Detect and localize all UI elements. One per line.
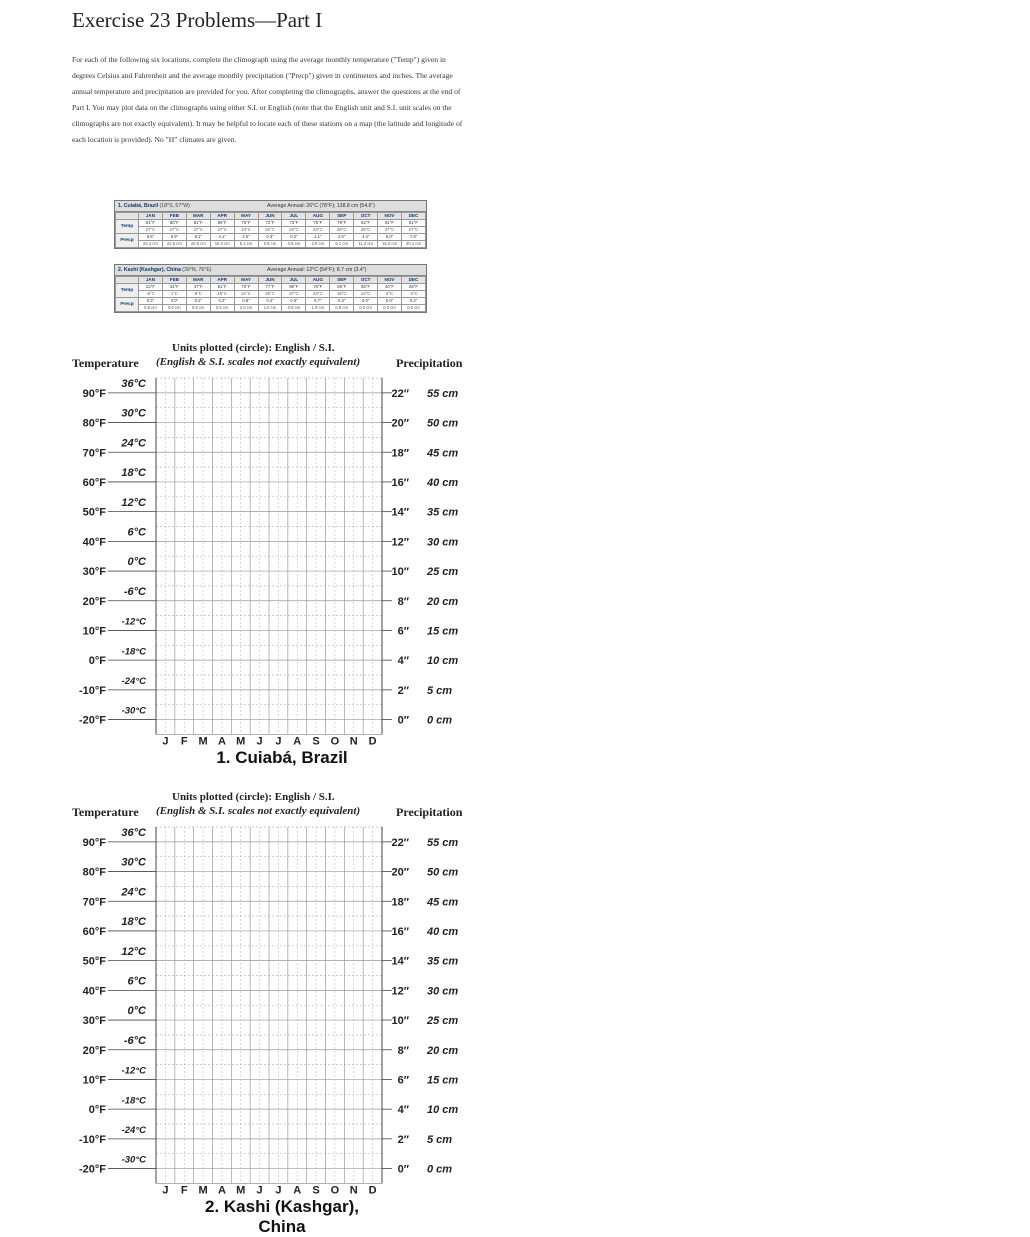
month-cell: NOV <box>378 277 402 284</box>
precp-value-english: 0.4″ <box>258 298 282 305</box>
temp-value-si: 24°C <box>306 291 330 298</box>
scale-note: (English & S.I. scales not exactly equivalent) <box>156 805 361 817</box>
precp-value-si: 1.8 cm <box>306 305 330 312</box>
temp-value-si: 27°C <box>210 227 234 234</box>
precp-row <box>116 298 426 305</box>
temp-value-english: 22°F <box>139 284 163 291</box>
month-letter: J <box>256 735 263 746</box>
celsius-tick-label: -6°C <box>123 585 146 598</box>
station-header <box>115 265 426 276</box>
station-coords: (39°N, 76°E) <box>182 267 212 273</box>
month-letter: J <box>275 735 282 746</box>
station-monthly-table <box>115 276 426 312</box>
fahrenheit-tick-label: -10°F <box>78 684 106 697</box>
fahrenheit-tick-label: 70°F <box>82 447 106 460</box>
month-letter: D <box>368 1184 377 1195</box>
precp-value-si: 24.4 cm <box>139 241 163 248</box>
precp-row-si <box>116 241 426 248</box>
fahrenheit-tick-label: 30°F <box>82 566 106 579</box>
precp-value-english: 0.3″ <box>282 298 306 305</box>
month-letter: A <box>293 1184 302 1195</box>
celsius-tick-label: 30°C <box>121 856 146 869</box>
temp-row-si <box>116 227 426 234</box>
temp-value-si: 16°C <box>210 291 234 298</box>
precp-value-english: 0.3″ <box>139 298 163 305</box>
cm-tick-label: 0 cm <box>427 714 453 727</box>
precp-value-si: 0.0 cm <box>378 305 402 312</box>
climograph[interactable] <box>72 342 482 772</box>
inch-tick-label: 4″ <box>397 655 409 668</box>
precp-row-label: Precp <box>116 298 139 312</box>
temp-value-si: 25°C <box>258 291 282 298</box>
intro-text: For each of the following six locations, complete the climograph using the average monthly temperature ("Temp") given in degrees Celsius and Fahrenheit and the average monthly precipitation ("Precp") given in centimeters and inches. The average annual temperature and precipitation are provided for you. After completing the climographs, answer the questions at the end of Part I. You may plot data on the climographs using either S.I. or English (note that the English unit and S.I. unit scales on the climographs are not exactly equivalent). It may be helpful to locate each of these stations on a map (the latitude and longitude of each location is provided). No "H" climates are given. <box>72 55 463 144</box>
fahrenheit-tick-label: 40°F <box>82 985 106 998</box>
precp-value-english: 8.9″ <box>162 234 186 241</box>
inch-tick-label: 8″ <box>397 1044 409 1057</box>
temp-value-si: 8°C <box>186 291 210 298</box>
temp-value-si: 23°C <box>282 227 306 234</box>
month-cell: FEB <box>162 277 186 284</box>
month-letter: O <box>330 735 340 746</box>
inch-tick-label: 2″ <box>397 684 409 697</box>
temp-value-si: 24°C <box>306 227 330 234</box>
station-coords: (18°S, 57°W) <box>159 203 190 209</box>
celsius-tick-label: -18°C <box>121 1095 146 1107</box>
fahrenheit-tick-label: -20°F <box>78 714 106 727</box>
precp-value-si: 20.1 cm <box>401 241 425 248</box>
precp-value-si: 0.5 cm <box>210 305 234 312</box>
cm-tick-label: 45 cm <box>427 447 459 460</box>
cm-tick-label: 25 cm <box>427 1015 459 1028</box>
fahrenheit-tick-label: 50°F <box>82 506 106 519</box>
month-letter: M <box>198 735 208 746</box>
month-cell: JUL <box>282 277 306 284</box>
inch-tick-label: 12″ <box>391 985 409 998</box>
precp-value-si: 0.0 cm <box>354 305 378 312</box>
cm-tick-label: 50 cm <box>427 866 459 879</box>
month-letter: A <box>217 735 226 746</box>
cm-tick-label: 15 cm <box>427 1074 459 1087</box>
temp-value-english: 40°F <box>378 284 402 291</box>
temp-value-english: 56°F <box>354 284 378 291</box>
fahrenheit-tick-label: 80°F <box>82 866 106 879</box>
inch-tick-label: 4″ <box>397 1104 409 1117</box>
month-letter: N <box>349 735 358 746</box>
climograph-grid[interactable] <box>72 791 482 1195</box>
celsius-tick-label: -30°C <box>121 1154 146 1166</box>
month-cell: AUG <box>306 213 330 220</box>
month-cell: AUG <box>306 277 330 284</box>
month-letter: O <box>330 1184 340 1195</box>
celsius-tick-label: 0°C <box>127 556 146 569</box>
fahrenheit-tick-label: 20°F <box>82 595 106 608</box>
inch-tick-label: 16″ <box>391 476 409 489</box>
cm-tick-label: 30 cm <box>427 536 459 549</box>
station-header <box>115 201 426 212</box>
precp-value-english: 0.2″ <box>210 298 234 305</box>
temp-value-english: 70°F <box>234 284 258 291</box>
temp-value-english: 81°F <box>139 220 163 227</box>
precp-row <box>116 234 426 241</box>
precp-value-english: 0.2″ <box>282 234 306 241</box>
temp-value-si: -3°C <box>401 291 425 298</box>
inch-tick-label: 6″ <box>397 625 409 638</box>
precp-value-si: 0.5 cm <box>186 305 210 312</box>
precp-row-label: Precp <box>116 234 139 248</box>
celsius-tick-label: 6°C <box>127 975 146 988</box>
month-cell: MAR <box>186 213 210 220</box>
precp-value-si: 1.0 cm <box>258 305 282 312</box>
temp-value-english: 73°F <box>282 220 306 227</box>
cm-tick-label: 20 cm <box>427 1044 459 1057</box>
station-data-table <box>114 264 427 313</box>
month-letter: M <box>236 1184 246 1195</box>
temp-value-si: 27°C <box>378 227 402 234</box>
fahrenheit-tick-label: 0°F <box>88 1104 106 1117</box>
inch-tick-label: 22″ <box>391 387 409 400</box>
temp-value-si: 15°C <box>330 291 354 298</box>
precp-value-si: 15.2 cm <box>378 241 402 248</box>
precp-value-si: 0.8 cm <box>330 305 354 312</box>
month-cell: APR <box>210 213 234 220</box>
precp-value-si: 5.1 cm <box>234 241 258 248</box>
precp-value-english: 0.2″ <box>401 298 425 305</box>
inch-tick-label: 18″ <box>391 447 409 460</box>
cm-tick-label: 25 cm <box>427 566 459 579</box>
month-cell: JUN <box>258 213 282 220</box>
cm-tick-label: 30 cm <box>427 985 459 998</box>
climograph-caption: 1. Cuiabá, Brazil <box>216 748 348 767</box>
precp-value-si: 0.8 cm <box>139 305 163 312</box>
scale-note: (English & S.I. scales not exactly equivalent) <box>156 356 361 368</box>
inch-tick-label: 12″ <box>391 536 409 549</box>
climograph-grid[interactable] <box>72 342 482 746</box>
fahrenheit-tick-label: 40°F <box>82 536 106 549</box>
inch-tick-label: 2″ <box>397 1133 409 1146</box>
fahrenheit-tick-label: -10°F <box>78 1133 106 1146</box>
month-cell: MAY <box>234 277 258 284</box>
celsius-tick-label: -24°C <box>121 1125 146 1136</box>
station-annual-average: Average Annual: 12°C (54°F); 8.7 cm (3.4″) <box>267 267 367 273</box>
celsius-tick-label: 6°C <box>127 526 146 539</box>
celsius-tick-label: 36°C <box>121 378 146 390</box>
precp-value-si: 0.5 cm <box>401 305 425 312</box>
fahrenheit-tick-label: 60°F <box>82 476 106 489</box>
month-cell: FEB <box>162 213 186 220</box>
celsius-tick-label: 12°C <box>121 945 146 958</box>
temp-value-si: -6°C <box>139 291 163 298</box>
precp-value-english: 2.0″ <box>234 234 258 241</box>
precp-value-si: 0.0 cm <box>162 305 186 312</box>
climograph-caption: 2. Kashi (Kashgar), China <box>205 1197 359 1236</box>
inch-tick-label: 8″ <box>397 595 409 608</box>
precp-value-si: 0.5 cm <box>282 241 306 248</box>
month-cell: DEC <box>401 277 425 284</box>
precp-value-si: 20.6 cm <box>186 241 210 248</box>
month-letter: A <box>217 1184 226 1195</box>
precp-value-english: 4.4″ <box>354 234 378 241</box>
month-letter: J <box>256 1184 263 1195</box>
temp-value-english: 59°F <box>330 284 354 291</box>
cm-tick-label: 35 cm <box>427 506 459 519</box>
temp-value-english: 77°F <box>258 284 282 291</box>
fahrenheit-tick-label: 20°F <box>82 1044 106 1057</box>
temperature-label: Temperature <box>72 356 139 370</box>
precp-value-english: 6.0″ <box>378 234 402 241</box>
fahrenheit-tick-label: 80°F <box>82 417 106 430</box>
precp-value-english: 0.8″ <box>234 298 258 305</box>
temp-value-si: 4°C <box>378 291 402 298</box>
month-letter: F <box>180 1184 188 1195</box>
cm-tick-label: 10 cm <box>427 655 459 668</box>
temp-row-label: Temp <box>116 220 139 234</box>
month-cell: APR <box>210 277 234 284</box>
station-annual-average: Average Annual: 26°C (78°F); 138.8 cm (54.6″) <box>267 203 375 209</box>
precp-value-english: 8.1″ <box>186 234 210 241</box>
fahrenheit-tick-label: 10°F <box>82 625 106 638</box>
station-name-text: 2. Kashi (Kashgar), China <box>118 267 183 273</box>
temp-value-si: 27°C <box>186 227 210 234</box>
temp-value-english: 79°F <box>330 220 354 227</box>
station-name <box>118 265 212 275</box>
month-cell: NOV <box>378 213 402 220</box>
month-header-row <box>116 277 426 284</box>
temp-value-english: 80°F <box>162 220 186 227</box>
month-cell: JUN <box>258 277 282 284</box>
month-cell: JAN <box>139 277 163 284</box>
precp-value-si: 2.8 cm <box>306 241 330 248</box>
fahrenheit-tick-label: 50°F <box>82 955 106 968</box>
celsius-tick-label: -30°C <box>121 705 146 717</box>
month-cell: MAR <box>186 277 210 284</box>
celsius-tick-label: -6°C <box>123 1034 146 1047</box>
cm-tick-label: 15 cm <box>427 625 459 638</box>
precp-value-english: 0.0″ <box>378 298 402 305</box>
cm-tick-label: 10 cm <box>427 1104 459 1117</box>
units-plotted-line: Units plotted (circle): English / S.I. <box>172 342 335 354</box>
inch-tick-label: 22″ <box>391 836 409 849</box>
month-letter: F <box>180 735 188 746</box>
temp-value-english: 26°F <box>401 284 425 291</box>
celsius-tick-label: -24°C <box>121 676 146 687</box>
inch-tick-label: 18″ <box>391 896 409 909</box>
temp-row <box>116 284 426 291</box>
precp-value-english: 4.1″ <box>210 234 234 241</box>
month-letter: D <box>368 735 377 746</box>
cm-tick-label: 20 cm <box>427 595 459 608</box>
station-name-text: 1. Cuiabá, Brazil <box>118 203 160 209</box>
temp-value-si: 27°C <box>162 227 186 234</box>
precp-value-si: 11.2 cm <box>354 241 378 248</box>
station-monthly-table <box>115 212 426 248</box>
inch-tick-label: 14″ <box>391 506 409 519</box>
page-title: Exercise 23 Problems—Part I <box>72 8 323 32</box>
fahrenheit-tick-label: -20°F <box>78 1163 106 1176</box>
month-cell: SEP <box>330 277 354 284</box>
celsius-tick-label: -12°C <box>121 616 146 628</box>
temp-value-english: 82°F <box>354 220 378 227</box>
inch-tick-label: 20″ <box>391 417 409 430</box>
month-letter: J <box>275 1184 282 1195</box>
precp-value-si: 10.4 cm <box>210 241 234 248</box>
month-letter: J <box>162 1184 169 1195</box>
fahrenheit-tick-label: 70°F <box>82 896 106 909</box>
temp-value-english: 75°F <box>306 220 330 227</box>
precp-value-si: 22.6 cm <box>162 241 186 248</box>
fahrenheit-tick-label: 60°F <box>82 925 106 938</box>
precp-value-english: 9.6″ <box>139 234 163 241</box>
cm-tick-label: 55 cm <box>427 387 459 400</box>
month-cell: OCT <box>354 277 378 284</box>
temp-value-english: 80°F <box>210 220 234 227</box>
temp-value-si: 27°C <box>282 291 306 298</box>
precp-row-si <box>116 305 426 312</box>
cm-tick-label: 55 cm <box>427 836 459 849</box>
precipitation-label: Precipitation <box>396 356 463 370</box>
temp-value-english: 61°F <box>210 284 234 291</box>
month-letter: M <box>236 735 246 746</box>
cm-tick-label: 50 cm <box>427 417 459 430</box>
temp-value-si: 1°C <box>162 291 186 298</box>
precp-value-english: 1.1″ <box>306 234 330 241</box>
units-plotted-line: Units plotted (circle): English / S.I. <box>172 791 335 803</box>
cm-tick-label: 40 cm <box>427 925 459 938</box>
inch-tick-label: 10″ <box>391 1015 409 1028</box>
inch-tick-label: 14″ <box>391 955 409 968</box>
precp-value-english: 2.0″ <box>330 234 354 241</box>
celsius-tick-label: 24°C <box>121 886 146 899</box>
cm-tick-label: 35 cm <box>427 955 459 968</box>
precp-value-english: 0.3″ <box>330 298 354 305</box>
inch-tick-label: 10″ <box>391 566 409 579</box>
temp-value-english: 72°F <box>258 220 282 227</box>
precp-value-si: 0.8 cm <box>258 241 282 248</box>
precp-value-english: 7.9″ <box>401 234 425 241</box>
corner-cell <box>116 213 139 220</box>
corner-cell <box>116 277 139 284</box>
precp-value-si: 2.0 cm <box>234 305 258 312</box>
month-letter: M <box>198 1184 208 1195</box>
celsius-tick-label: 36°C <box>121 827 146 839</box>
inch-tick-label: 0″ <box>397 1163 409 1176</box>
fahrenheit-tick-label: 90°F <box>82 836 106 849</box>
temp-value-english: 76°F <box>306 284 330 291</box>
celsius-tick-label: 18°C <box>121 916 146 929</box>
month-letter: A <box>293 735 302 746</box>
precp-value-english: 0.2″ <box>186 298 210 305</box>
fahrenheit-tick-label: 10°F <box>82 1074 106 1087</box>
celsius-tick-label: 24°C <box>121 437 146 450</box>
fahrenheit-tick-label: 90°F <box>82 387 106 400</box>
temp-value-si: 26°C <box>330 227 354 234</box>
temp-value-si: 21°C <box>234 291 258 298</box>
precipitation-label: Precipitation <box>396 805 463 819</box>
fahrenheit-tick-label: 0°F <box>88 655 106 668</box>
cm-tick-label: 45 cm <box>427 896 459 909</box>
month-cell: JUL <box>282 213 306 220</box>
month-letter: S <box>312 1184 320 1195</box>
temp-value-si: 27°C <box>401 227 425 234</box>
month-cell: JAN <box>139 213 163 220</box>
precp-value-english: 0.7″ <box>306 298 330 305</box>
temp-value-english: 80°F <box>282 284 306 291</box>
station-name <box>118 201 190 211</box>
celsius-tick-label: 0°C <box>127 1005 146 1018</box>
temp-value-si: 13°C <box>354 291 378 298</box>
temp-value-english: 81°F <box>401 220 425 227</box>
month-letter: S <box>312 735 320 746</box>
fahrenheit-tick-label: 30°F <box>82 1015 106 1028</box>
precp-value-si: 5.1 cm <box>330 241 354 248</box>
precp-value-english: 0.0″ <box>354 298 378 305</box>
temp-row-si <box>116 291 426 298</box>
inch-tick-label: 0″ <box>397 714 409 727</box>
temp-value-si: 28°C <box>354 227 378 234</box>
temp-row <box>116 220 426 227</box>
inch-tick-label: 6″ <box>397 1074 409 1087</box>
temp-value-english: 81°F <box>186 220 210 227</box>
temp-row-label: Temp <box>116 284 139 298</box>
celsius-tick-label: 12°C <box>121 496 146 509</box>
celsius-tick-label: -18°C <box>121 646 146 658</box>
cm-tick-label: 40 cm <box>427 476 459 489</box>
month-letter: N <box>349 1184 358 1195</box>
celsius-tick-label: 30°C <box>121 407 146 420</box>
inch-tick-label: 16″ <box>391 925 409 938</box>
cm-tick-label: 5 cm <box>427 1133 453 1146</box>
inch-tick-label: 20″ <box>391 866 409 879</box>
cm-tick-label: 0 cm <box>427 1163 453 1176</box>
celsius-tick-label: -12°C <box>121 1065 146 1077</box>
station-data-table <box>114 200 427 249</box>
temperature-label: Temperature <box>72 805 139 819</box>
temp-value-si: 27°C <box>139 227 163 234</box>
temp-value-english: 34°F <box>162 284 186 291</box>
month-cell: MAY <box>234 213 258 220</box>
month-header-row <box>116 213 426 220</box>
temp-value-english: 75°F <box>234 220 258 227</box>
month-letter: J <box>162 735 169 746</box>
month-cell: DEC <box>401 213 425 220</box>
cm-tick-label: 5 cm <box>427 684 453 697</box>
precp-value-english: 0.3″ <box>258 234 282 241</box>
month-cell: SEP <box>330 213 354 220</box>
temp-value-english: 47°F <box>186 284 210 291</box>
month-cell: OCT <box>354 213 378 220</box>
celsius-tick-label: 18°C <box>121 467 146 480</box>
precp-value-english: 0.0″ <box>162 298 186 305</box>
precp-value-si: 0.8 cm <box>282 305 306 312</box>
temp-value-english: 81°F <box>378 220 402 227</box>
climograph[interactable] <box>72 791 482 1236</box>
temp-value-si: 24°C <box>234 227 258 234</box>
temp-value-si: 22°C <box>258 227 282 234</box>
